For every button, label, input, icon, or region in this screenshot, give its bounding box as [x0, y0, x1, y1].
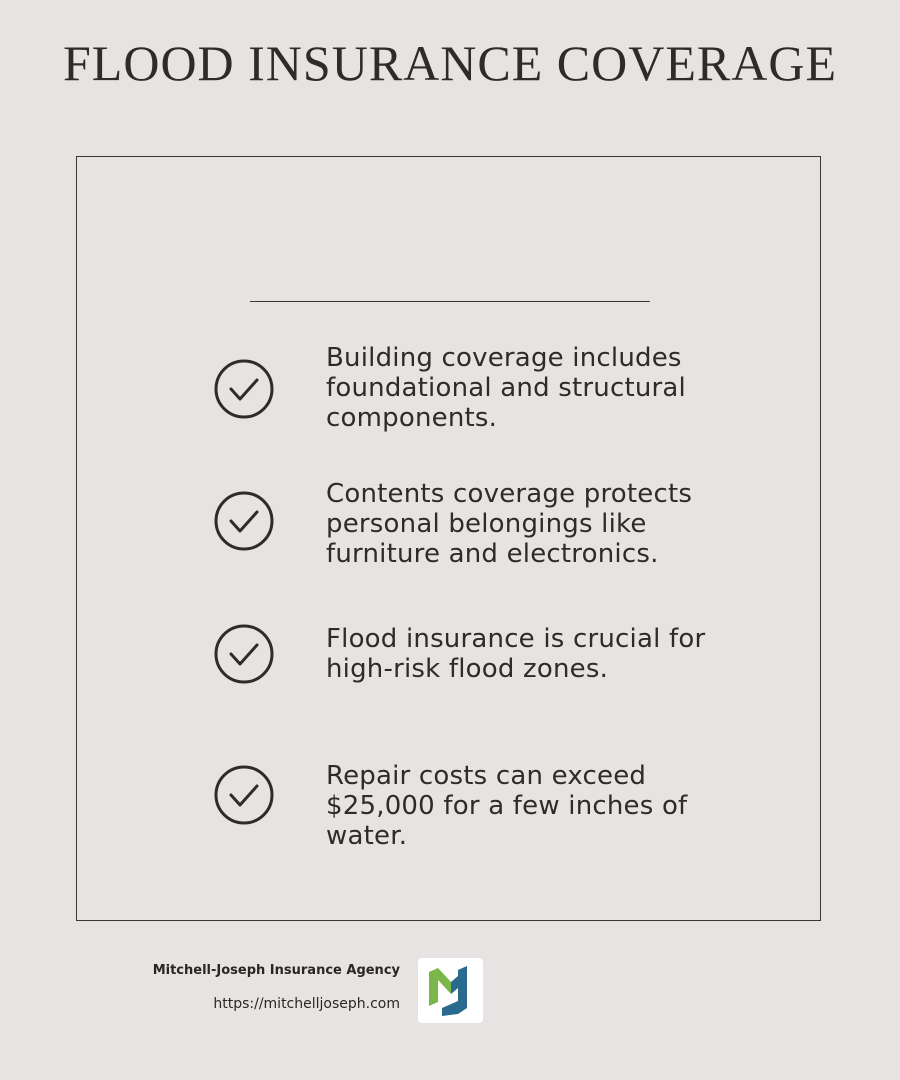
coverage-panel	[76, 156, 821, 921]
coverage-item-text: Building coverage includes foundational and structural components.	[326, 343, 686, 433]
coverage-item-building	[77, 343, 822, 443]
company-name: Mitchell-Joseph Insurance Agency	[152, 963, 400, 978]
panel-divider	[250, 301, 650, 302]
coverage-item-contents	[77, 479, 822, 579]
coverage-item-text: Contents coverage protects personal belongings like furniture and electronics.	[326, 479, 693, 569]
coverage-item-text: Repair costs can exceed $25,000 for a few inches of water.	[326, 761, 688, 851]
page-title: FLOOD INSURANCE COVERAGE	[62, 35, 838, 91]
check-circle-icon	[213, 358, 275, 420]
coverage-item-flood-zones	[77, 624, 822, 724]
check-circle-icon	[213, 490, 275, 552]
coverage-item-text: Flood insurance is crucial for high-risk flood zones.	[326, 624, 706, 684]
check-circle-icon	[213, 764, 275, 826]
company-url[interactable]: https://mitchelljoseph.com	[213, 996, 400, 1012]
mj-logo-icon	[418, 958, 483, 1023]
check-circle-icon	[213, 623, 275, 685]
coverage-item-repair-costs	[77, 761, 822, 861]
